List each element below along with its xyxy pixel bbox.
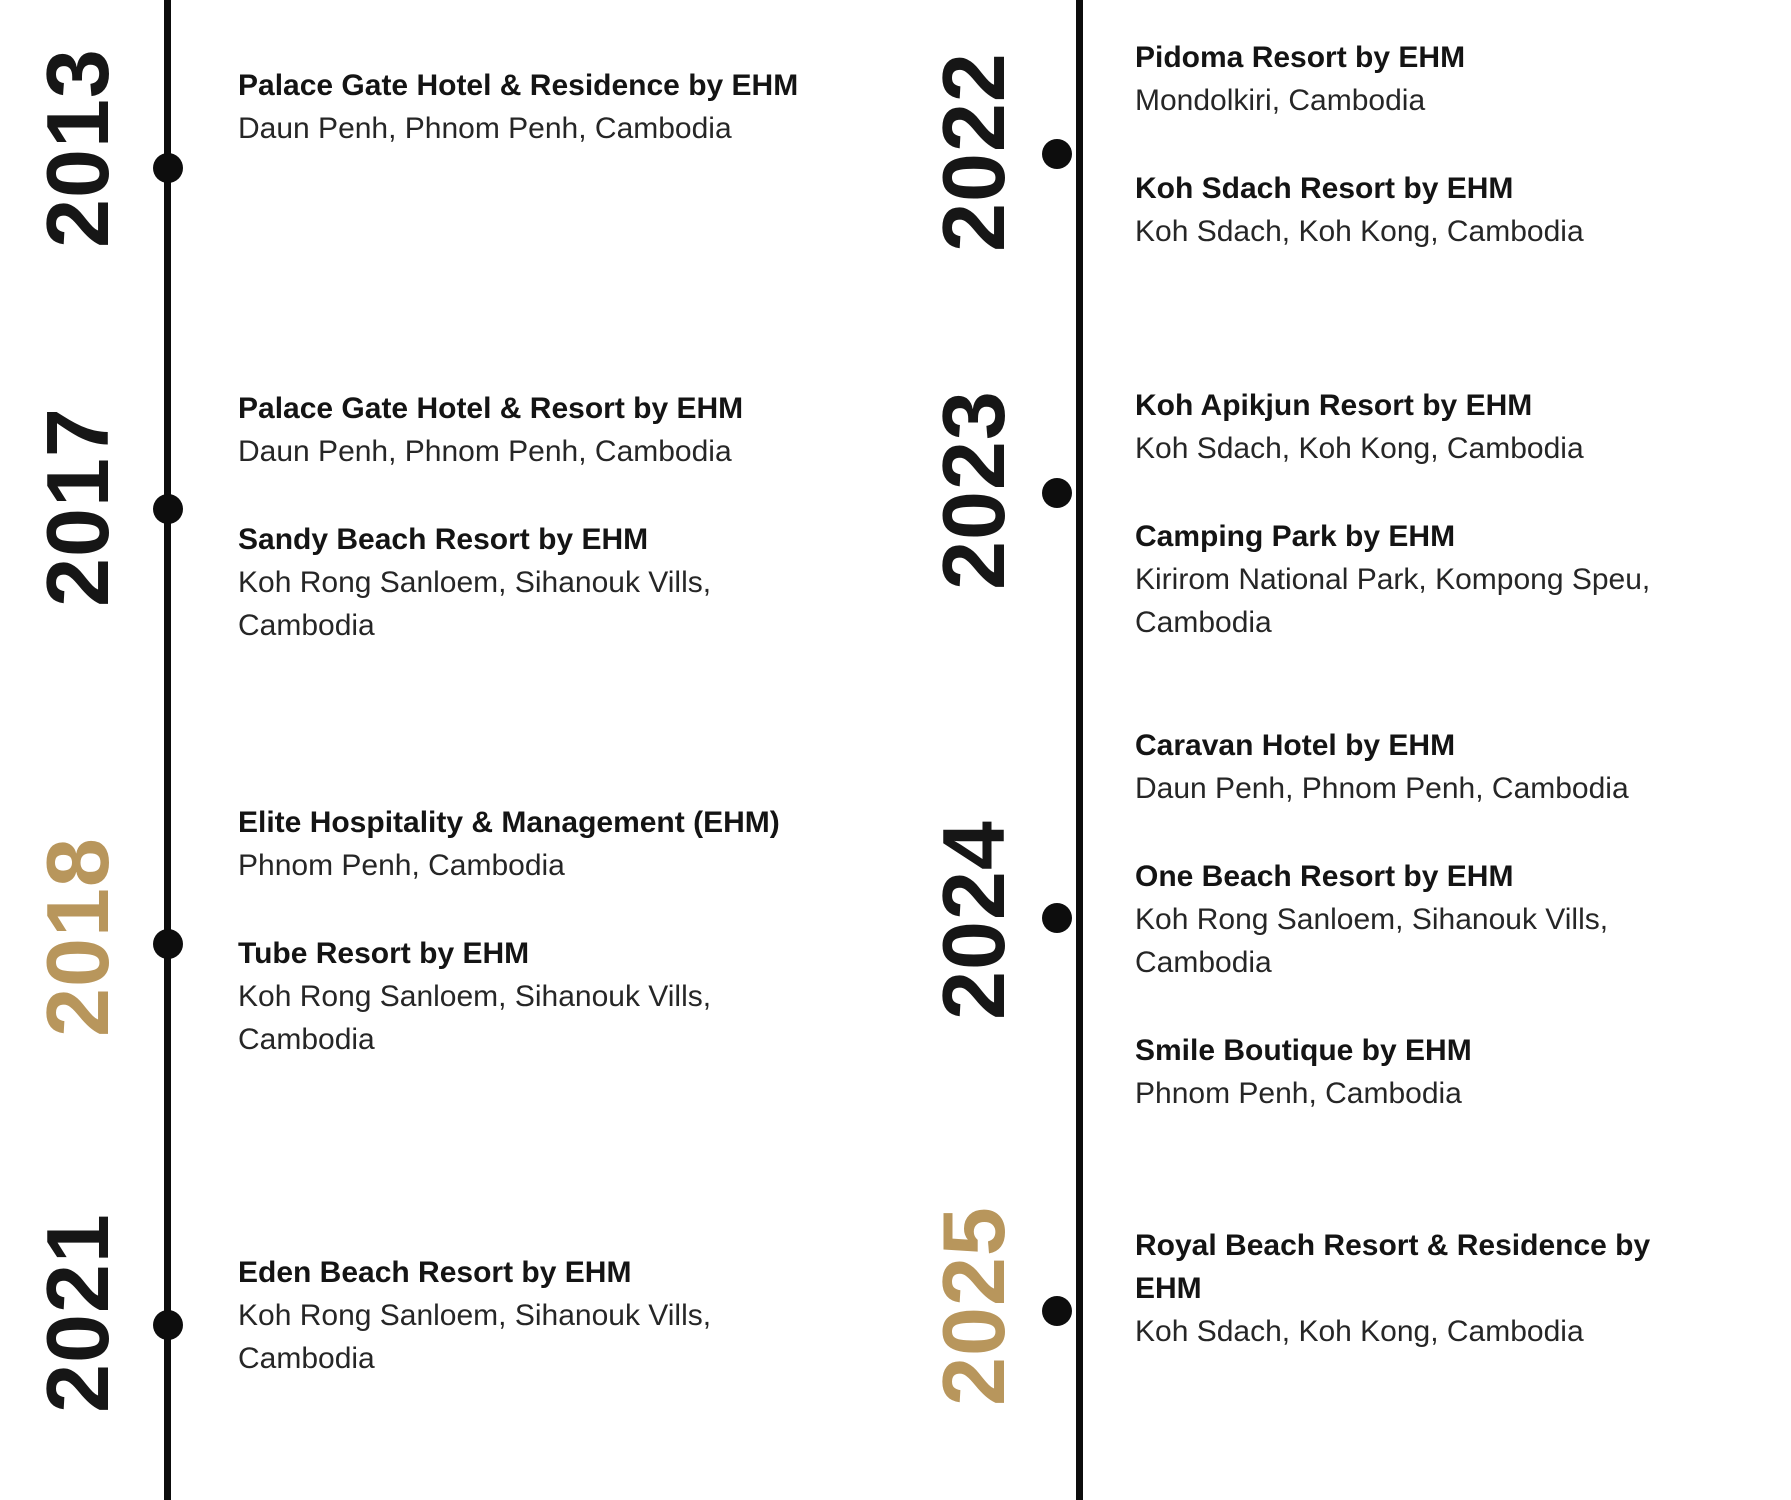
timeline-dot-2013 <box>153 153 183 183</box>
milestone-group-2022 <box>1135 36 1725 253</box>
property-location: Kirirom National Park, Kompong Speu, Cambodia <box>1135 563 1651 639</box>
property-location: Daun Penh, Phnom Penh, Cambodia <box>1135 772 1629 805</box>
year-label-2024: 2024 <box>924 820 1023 1020</box>
milestone-entry <box>238 64 818 150</box>
milestone-group-2023 <box>1135 384 1725 644</box>
milestone-entry <box>1135 36 1725 122</box>
timeline-dot-2024 <box>1042 903 1072 933</box>
property-location: Mondolkiri, Cambodia <box>1135 84 1426 117</box>
property-title: Koh Sdach Resort by EHM <box>1135 172 1514 205</box>
timeline-dot-2023 <box>1042 478 1072 508</box>
milestone-entry <box>1135 1029 1725 1115</box>
milestone-group-2024 <box>1135 724 1725 1115</box>
property-title: Palace Gate Hotel & Resort by EHM <box>238 392 744 425</box>
property-location: Daun Penh, Phnom Penh, Cambodia <box>238 112 732 145</box>
property-location: Koh Rong Sanloem, Sihanouk Vills, Cambodia <box>238 566 712 642</box>
milestone-entry <box>238 518 818 647</box>
property-title: Smile Boutique by EHM <box>1135 1034 1472 1067</box>
property-location: Daun Penh, Phnom Penh, Cambodia <box>238 435 732 468</box>
timeline-dot-2022 <box>1042 139 1072 169</box>
milestone-entry <box>1135 1224 1725 1353</box>
property-title: Tube Resort by EHM <box>238 937 530 970</box>
milestone-group-2013 <box>238 64 818 150</box>
property-title: Koh Apikjun Resort by EHM <box>1135 389 1533 422</box>
milestone-entry <box>1135 167 1725 253</box>
property-title: Eden Beach Resort by EHM <box>238 1256 632 1289</box>
timeline-axis-left <box>164 0 171 1500</box>
milestone-entry <box>1135 515 1725 644</box>
property-location: Koh Rong Sanloem, Sihanouk Vills, Cambodia <box>238 980 712 1056</box>
property-location: Phnom Penh, Cambodia <box>1135 1077 1462 1110</box>
year-label-2021: 2021 <box>28 1213 127 1413</box>
milestone-entry <box>1135 724 1725 810</box>
year-label-2017: 2017 <box>28 407 127 607</box>
property-location: Koh Sdach, Koh Kong, Cambodia <box>1135 432 1584 465</box>
timeline-dot-2025 <box>1042 1296 1072 1326</box>
milestone-entry <box>238 932 818 1061</box>
property-location: Koh Rong Sanloem, Sihanouk Vills, Cambodia <box>1135 903 1609 979</box>
property-title: Pidoma Resort by EHM <box>1135 41 1466 74</box>
year-label-2023: 2023 <box>924 390 1023 590</box>
year-label-2013: 2013 <box>28 48 127 248</box>
year-label-2018: 2018 <box>28 837 127 1037</box>
milestone-entry <box>238 801 818 887</box>
milestone-group-2021 <box>238 1251 818 1380</box>
property-title: One Beach Resort by EHM <box>1135 860 1514 893</box>
milestone-entry <box>1135 855 1725 984</box>
milestone-group-2017 <box>238 387 818 647</box>
property-location: Koh Rong Sanloem, Sihanouk Vills, Cambodia <box>238 1299 712 1375</box>
timeline-dot-2017 <box>153 494 183 524</box>
property-title: Elite Hospitality & Management (EHM) <box>238 806 780 839</box>
timeline-dot-2021 <box>153 1310 183 1340</box>
milestone-entry <box>238 1251 818 1380</box>
property-location: Koh Sdach, Koh Kong, Cambodia <box>1135 1315 1584 1348</box>
milestone-group-2025 <box>1135 1224 1725 1353</box>
property-title: Palace Gate Hotel & Residence by EHM <box>238 69 799 102</box>
milestone-entry <box>238 387 818 473</box>
year-label-2025: 2025 <box>924 1206 1023 1406</box>
milestone-group-2018 <box>238 801 818 1061</box>
property-location: Koh Sdach, Koh Kong, Cambodia <box>1135 215 1584 248</box>
timeline-axis-right <box>1076 0 1083 1500</box>
year-label-2022: 2022 <box>924 52 1023 252</box>
property-location: Phnom Penh, Cambodia <box>238 849 565 882</box>
timeline-dot-2018 <box>153 929 183 959</box>
property-title: Royal Beach Resort & Residence by EHM <box>1135 1229 1651 1305</box>
property-title: Camping Park by EHM <box>1135 520 1456 553</box>
property-title: Caravan Hotel by EHM <box>1135 729 1456 762</box>
milestone-entry <box>1135 384 1725 470</box>
property-title: Sandy Beach Resort by EHM <box>238 523 649 556</box>
